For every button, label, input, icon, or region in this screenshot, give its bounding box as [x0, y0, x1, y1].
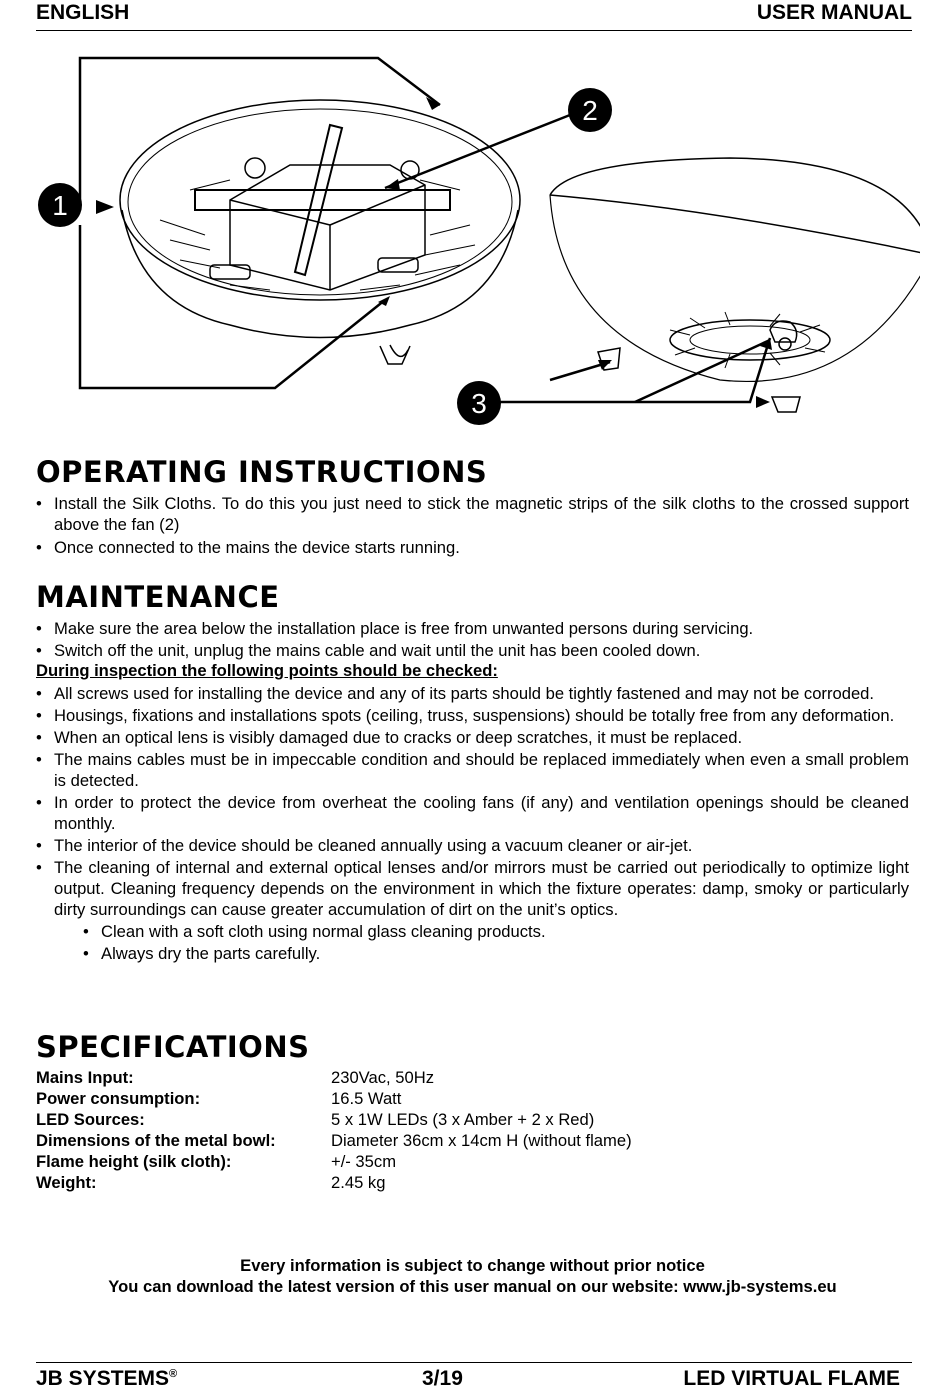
page-number: 3/19 — [422, 1367, 463, 1390]
operating-instructions-heading: OPERATING INSTRUCTIONS — [36, 455, 488, 489]
spec-label: Power consumption: — [36, 1089, 201, 1108]
spec-value: +/- 35cm — [331, 1152, 397, 1171]
footer-product: LED VIRTUAL FLAME — [683, 1367, 900, 1390]
header-doc-type: USER MANUAL — [756, 1, 912, 24]
table-row — [36, 1068, 632, 1089]
spec-value: 230Vac, 50Hz — [331, 1068, 435, 1087]
list-item: • The cleaning of internal and external optical lenses and/or mirrors must be carried out periodically to optimize light output. Cleaning frequency depends on the environment in which the fixture operates: damp, smoky or particularly dirty surroundings can cause greater accumulation of dirt on the unit’s optics. — [36, 857, 909, 920]
maintenance-list — [36, 618, 909, 661]
list-item: • The interior of the device should be cleaned annually using a vacuum cleaner or air-jet. — [36, 835, 909, 856]
list-item: • Make sure the area below the installation place is free from unwanted persons during servicing. — [36, 618, 909, 639]
list-item: • Housings, fixations and installations spots (ceiling, truss, suspensions) should be totally free from any deformation. — [36, 705, 909, 726]
list-item: • In order to protect the device from overheat the cooling fans (if any) and ventilation openings should be cleaned monthly. — [36, 792, 909, 834]
registered-mark: ® — [169, 1368, 178, 1380]
spec-label: Weight: — [36, 1173, 97, 1192]
specifications-table — [36, 1068, 632, 1194]
specifications-heading: SPECIFICATIONS — [36, 1030, 310, 1064]
table-row — [36, 1152, 632, 1173]
list-item: • The mains cables must be in impeccable condition and should be replaced immediately when even a small problem is detected. — [36, 749, 909, 791]
list-subitem: • Always dry the parts carefully. — [36, 943, 909, 964]
list-item: • Install the Silk Cloths. To do this you just need to stick the magnetic strips of the silk cloths to the crossed support above the fan (2) — [36, 493, 909, 535]
callout-2-label: 2 — [582, 95, 598, 126]
spec-value: 5 x 1W LEDs (3 x Amber + 2 x Red) — [331, 1110, 595, 1129]
spec-value: 16.5 Watt — [331, 1089, 402, 1108]
page-header — [36, 0, 912, 31]
maintenance-heading: MAINTENANCE — [36, 580, 280, 614]
footer-brand: JB SYSTEMS® — [36, 1367, 178, 1390]
change-notice: Every information is subject to change without prior notice — [240, 1256, 705, 1275]
table-row — [36, 1173, 632, 1194]
list-item: • Switch off the unit, unplug the mains cable and wait until the unit has been cooled down. — [36, 640, 909, 661]
product-diagram — [30, 50, 920, 440]
header-language: ENGLISH — [36, 1, 130, 24]
list-item: • All screws used for installing the device and any of its parts should be tightly fastened and may not be corroded. — [36, 683, 909, 704]
spec-value: 2.45 kg — [331, 1173, 386, 1192]
list-item: • When an optical lens is visibly damaged due to cracks or deep scratches, it must be replaced. — [36, 727, 909, 748]
page-footer — [36, 1362, 912, 1398]
download-notice: You can download the latest version of this user manual on our website: www.jb-systems.eu — [108, 1277, 837, 1296]
spec-label: Dimensions of the metal bowl: — [36, 1131, 276, 1150]
spec-label: Mains Input: — [36, 1068, 134, 1087]
bowl-open-illustration — [120, 100, 520, 364]
spec-label: LED Sources: — [36, 1110, 145, 1129]
inspection-checklist — [36, 683, 909, 964]
table-row — [36, 1110, 632, 1131]
spec-value: Diameter 36cm x 14cm H (without flame) — [331, 1131, 632, 1150]
spec-label: Flame height (silk cloth): — [36, 1152, 232, 1171]
list-subitem: • Clean with a soft cloth using normal glass cleaning products. — [36, 921, 909, 942]
table-row — [36, 1089, 632, 1110]
list-item: • Once connected to the mains the device starts running. — [36, 537, 909, 558]
table-row — [36, 1131, 632, 1152]
bowl-cover-illustration — [550, 158, 920, 412]
callout-1-label: 1 — [52, 190, 68, 221]
callout-3-label: 3 — [471, 388, 487, 419]
inspection-heading: During inspection the following points should be checked: — [36, 661, 498, 680]
operating-instructions-list — [36, 493, 909, 558]
